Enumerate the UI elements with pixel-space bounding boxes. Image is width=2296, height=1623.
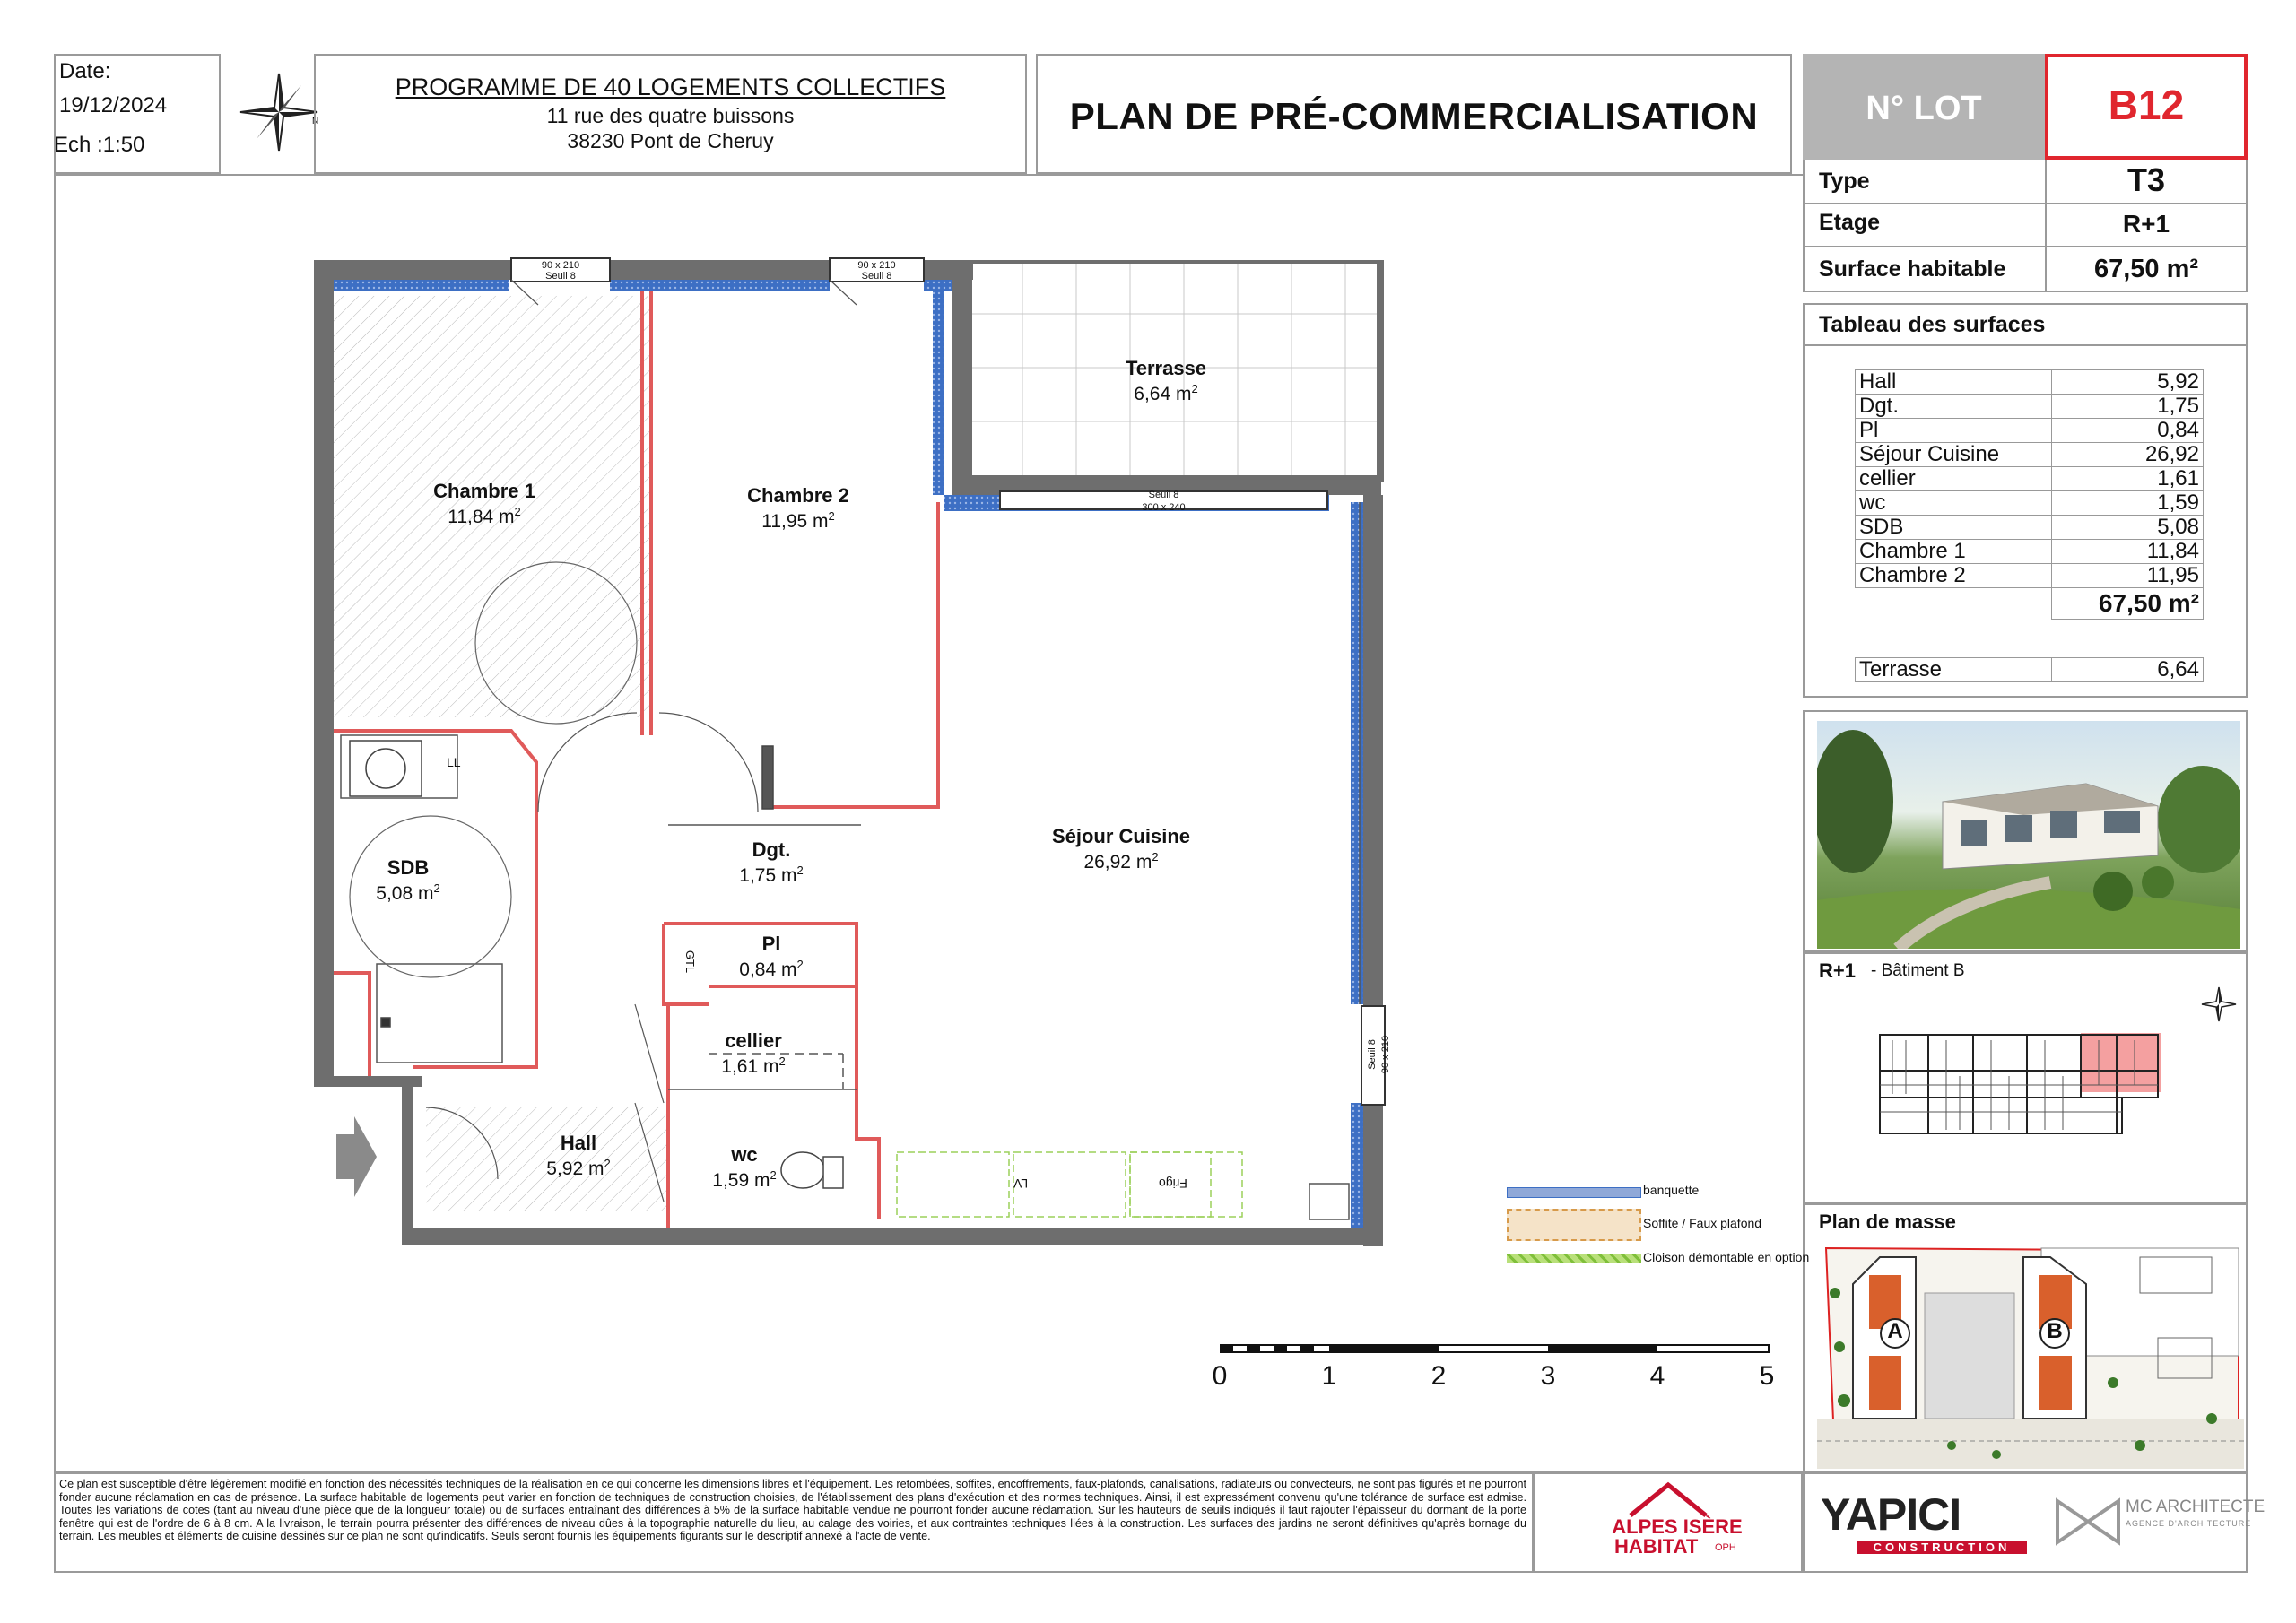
surface-name: SDB [1856, 516, 2052, 540]
room-area-value: 1,75 m [739, 865, 797, 886]
mc-architecte-logo-icon [2054, 1492, 2122, 1551]
surfaces-title-line [1803, 344, 2248, 346]
lot-value: B12 [2108, 82, 2185, 128]
programme-address1: 11 rue des quatre buissons [546, 104, 795, 127]
date-value: 19/12/2024 [59, 93, 168, 117]
lot-label: N° LOT [1866, 90, 1982, 127]
baie-sill: Seuil 8 [1148, 490, 1179, 500]
surface-name: Séjour Cuisine [1856, 443, 2052, 467]
table-row [1856, 658, 2204, 682]
room-name: Chambre 2 [747, 484, 849, 507]
terrace-name: Terrasse [1856, 658, 2052, 682]
level-floorplan-thumbnail [1874, 1031, 2215, 1139]
room-area-value: 11,84 m [448, 507, 515, 527]
mc-architecte-logo: MC ARCHITECTE [2126, 1497, 2266, 1516]
surfaces-title: Tableau des surfaces [1819, 312, 2046, 337]
programme-title: PROGRAMME DE 40 LOGEMENTS COLLECTIFS [395, 74, 946, 100]
room-area [682, 1055, 825, 1078]
surface-value: 1,59 [2052, 491, 2204, 516]
surface-total: 67,50 m² [2052, 588, 2204, 620]
surface-value: 11,95 [2052, 564, 2204, 588]
masse-title: Plan de masse [1819, 1211, 1956, 1233]
table-row [1856, 370, 2204, 395]
room-area-unit-exponent: 2 [778, 1055, 786, 1068]
laundry-label: LL [447, 755, 461, 769]
room-area-value: 1,59 m [712, 1170, 770, 1191]
room-area [359, 881, 457, 905]
room-area-value: 0,84 m [739, 959, 797, 980]
room-area-value: 6,64 m [1134, 384, 1192, 404]
surface-name: Pl [1856, 419, 2052, 443]
date-label: Date: [59, 59, 111, 83]
mc-architecte-logo-sub: AGENCE D'ARCHITECTURE [2126, 1519, 2252, 1528]
alpes-logo-line1: ALPES ISÈRE [1612, 1515, 1743, 1538]
table-row [1856, 443, 2204, 467]
surface-value: 1,75 [2052, 395, 2204, 419]
etage-label: Etage [1819, 210, 1881, 235]
room-area-unit-exponent: 2 [770, 1168, 777, 1182]
legend-banquette-swatch [1507, 1187, 1641, 1198]
room-area [709, 509, 888, 533]
room-area-value: 1,61 m [721, 1056, 779, 1077]
room-area [386, 505, 583, 528]
table-row [1856, 467, 2204, 491]
surface-value: 0,84 [2052, 419, 2204, 443]
room-area-unit-exponent: 2 [1191, 382, 1198, 395]
room-name: Séjour Cuisine [1051, 825, 1191, 847]
room-area [682, 1168, 807, 1192]
surface-value: 11,84 [2052, 540, 2204, 564]
plan-title: PLAN DE PRÉ-COMMERCIALISATION [1069, 95, 1759, 137]
room-area-unit-exponent: 2 [604, 1157, 611, 1170]
surface-name: Hall [1856, 370, 2052, 395]
etage-value: R+1 [2122, 210, 2170, 238]
table-row [1856, 491, 2204, 516]
table-row [1856, 395, 2204, 419]
terrace-value: 6,64 [2052, 658, 2204, 682]
svg-text:N: N [312, 117, 319, 126]
room-area-unit-exponent: 2 [796, 864, 804, 877]
surface-name: Dgt. [1856, 395, 2052, 419]
table-row [1856, 564, 2204, 588]
room-area-value: 26,92 m [1083, 852, 1152, 872]
building-a-label: A [1887, 1319, 1903, 1343]
table-total-row [1856, 588, 2204, 620]
room-name: Terrasse [1125, 357, 1207, 379]
window2-label: 90 x 210 [857, 260, 896, 271]
scale-number: 0 [1212, 1361, 1228, 1391]
info-row-line [1803, 246, 2248, 247]
room-area-unit-exponent: 2 [433, 881, 440, 895]
room-area-unit-exponent: 2 [796, 958, 804, 971]
legend-cloison-swatch [1507, 1254, 1641, 1263]
room-area [700, 864, 843, 887]
surface-value: 26,92 [2052, 443, 2204, 467]
building-render-image [1817, 721, 2240, 949]
scale-number: 2 [1431, 1361, 1447, 1391]
surface-name: Chambre 1 [1856, 540, 2052, 564]
scale-bar [1220, 1341, 1776, 1359]
scale-number: 3 [1540, 1361, 1556, 1391]
surface-name: cellier [1856, 467, 2052, 491]
room-name: cellier [725, 1029, 782, 1052]
room-name: SDB [387, 856, 430, 879]
alpes-logo [1614, 1481, 1722, 1517]
alpes-logo-line3: OPH [1715, 1542, 1736, 1553]
surfaces-table [1855, 369, 2204, 620]
info-row-line [1803, 203, 2248, 204]
window1-label: 90 x 210 [541, 260, 580, 271]
surface-value: 5,08 [2052, 516, 2204, 540]
table-row [1856, 516, 2204, 540]
room-name: wc [731, 1143, 758, 1166]
surface-name: Chambre 2 [1856, 564, 2052, 588]
room-name: Chambre 1 [433, 480, 535, 502]
room-area-unit-exponent: 2 [1152, 850, 1159, 864]
table-row [1856, 419, 2204, 443]
surface-value: 67,50 m² [2093, 255, 2199, 283]
scale-number: 5 [1759, 1361, 1775, 1391]
room-area [507, 1157, 650, 1180]
terrace-table [1855, 657, 2204, 682]
compass-small-icon [2201, 986, 2237, 1022]
level-etage: R+1 [1819, 959, 1856, 982]
scale-number: 4 [1649, 1361, 1665, 1391]
room-area [1031, 850, 1211, 873]
programme-address2: 38230 Pont de Cheruy [567, 129, 774, 152]
surface-value: 5,92 [2052, 370, 2204, 395]
window2-sill: Seuil 8 [861, 271, 892, 282]
scale-number: 1 [1321, 1361, 1337, 1391]
surface-label: Surface habitable [1819, 256, 2006, 282]
type-value: T3 [2126, 161, 2165, 198]
building-b-label: B [2047, 1319, 2063, 1343]
level-batiment: - Bâtiment B [1871, 961, 1965, 980]
room-name: Hall [560, 1132, 597, 1154]
type-label: Type [1819, 169, 1870, 194]
disclaimer-text: Ce plan est susceptible d'être légèrement modifié en fonction des nécessités techniques de la réalisation en ce qui concerne les dimensions libres et l'équipement. Les retombées, soffites, encoffrements, faux-plafonds, canalisations, radiateurs ou convecteurs, ne sont pas figurés et ne pourront fonder aucune réclamation en cas de présence. La surface habitable de logements peut varier en fonction de techniques de construction choisies, de l'établissement des plans d'exécution et des normes techniques. Ainsi, il est expressément convenu qu'une tolérance de surface est admise. Toutes les variations de cotes (tant au niveau d'une pièce que de la longueur totale) ou de surfaces entraînant des différences à 5% de la surface habitable vendue ne pourront fonder aucune réclamation. Sur les hauteurs de seuils indiqués il faut rajouter l'épaisseur du dormant de la porte fenêtre qui est de l'ordre de 6 à 8 cm. A la livraison, le terrain pourra présenter des différences de niveau dûes à la topographie naturelle du lieu, au calage des voiries, et aux contraintes techniques liées à la construction. Les surfaces des jardins ne seront définitives qu'après bornage du terrain. Les meubles et éléments de cuisine dessinés sur ce plan ne sont qu'indicatifs. Seuls seront fournis les équipements figurants sur le descriptif annexé à l'acte de vente. [59, 1478, 1526, 1543]
room-area-value: 5,08 m [376, 883, 434, 904]
table-row [1856, 540, 2204, 564]
window3-size: 90 x 210 [1380, 1035, 1391, 1074]
room-area-value: 5,92 m [546, 1159, 604, 1179]
lv-label: LV [1013, 1176, 1029, 1191]
window3-sill: Seuil 8 [1367, 1039, 1378, 1070]
legend-banquette-label: banquette [1643, 1183, 1700, 1197]
legend-cloison-label: Cloison démontable en option [1643, 1250, 1810, 1264]
surface-name: wc [1856, 491, 2052, 516]
window1-sill: Seuil 8 [545, 271, 576, 282]
room-area [700, 958, 843, 981]
yapici-logo: YAPICI [1821, 1489, 1961, 1540]
legend-soffite-label: Soffite / Faux plafond [1643, 1216, 1762, 1230]
site-plan-thumbnail [1817, 1239, 2244, 1469]
room-name: Dgt. [752, 838, 791, 861]
scale-label: Ech :1:50 [54, 133, 145, 157]
room-area-value: 11,95 m [761, 511, 829, 532]
frigo-label: Frigo [1159, 1176, 1187, 1191]
legend-soffite-swatch [1507, 1209, 1641, 1241]
room-name: Pl [761, 933, 781, 955]
room-area [1076, 382, 1256, 405]
surface-value: 1,61 [2052, 467, 2204, 491]
yapici-logo-sub: CONSTRUCTION [1857, 1541, 2027, 1554]
room-area-unit-exponent: 2 [514, 505, 521, 518]
room-area-unit-exponent: 2 [828, 509, 835, 523]
alpes-logo-line2: HABITAT [1614, 1535, 1699, 1558]
entry-arrow-icon [336, 1116, 377, 1197]
gtl-label: GTL [683, 950, 698, 974]
baie-size: 300 x 240 [1142, 502, 1186, 513]
